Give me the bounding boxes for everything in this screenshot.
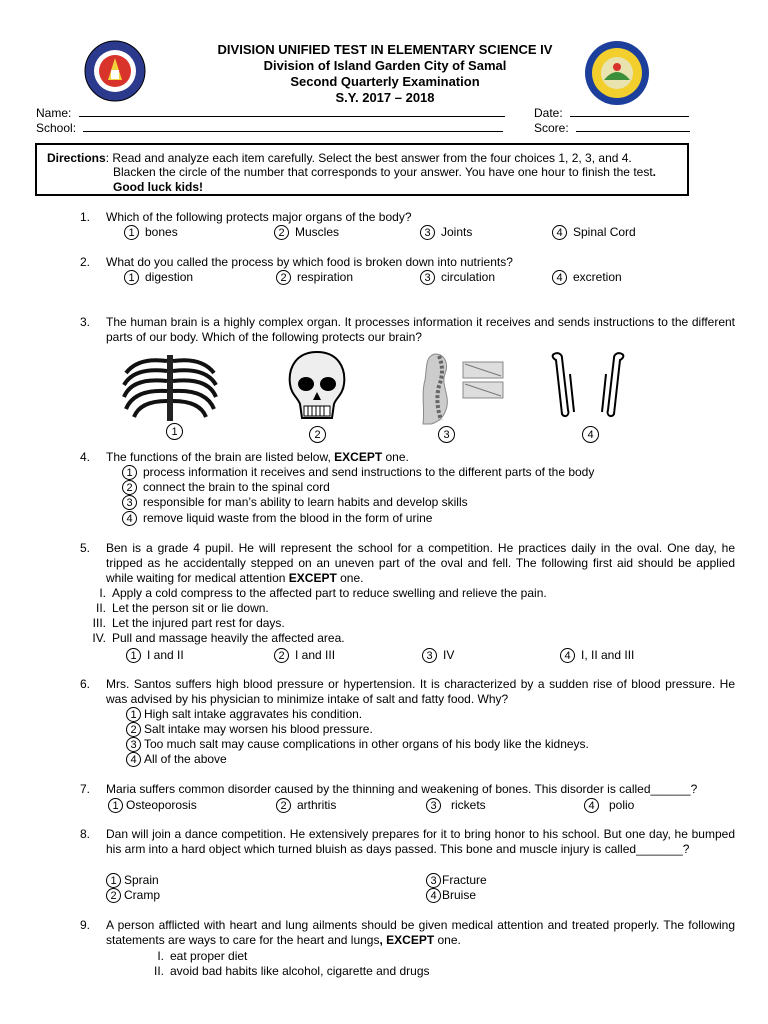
question-9-text: A person afflicted with heart and lung ailments should be given medical attention and treated properly. The following statements are ways to care for the heart and lungs, EXCEPT one. [106,918,735,947]
score-field-row[interactable] [534,120,690,135]
score-line[interactable] [576,120,690,132]
bubble-4[interactable]: 4 [426,888,441,903]
question-5-text: Ben is a grade 4 pupil. He will represent the school for a competition. He practices daily in the oval. One day, he tripped as he accidentally stepped on an uneven part of the oval and fell. The following first aid should be applied while waiting for medical attention EXCEPT one. [106,541,735,585]
bubble-4[interactable]: 4 [582,426,599,443]
q1-option-1[interactable]: 1 bones [124,225,178,240]
q5-statement-4: IV. Pull and massage heavily the affected area. [92,631,345,645]
q8-option-2[interactable]: 2 Cramp [106,888,160,903]
q1-option-4[interactable]: 4 Spinal Cord [552,225,636,240]
bubble-3[interactable]: 3 [420,225,435,240]
bubble-2[interactable]: 2 [122,480,137,495]
question-2-text: What do you called the process by which food is broken down into nutrients? [106,255,513,269]
q2-option-1[interactable]: 1 digestion [124,270,193,285]
bubble-4[interactable]: 4 [122,511,137,526]
bubble-3[interactable]: 3 [422,648,437,663]
directions-text-1: : Read and analyze each item carefully. Select the best answer from the four choices 1, 2, 3, and 4. [105,151,632,165]
q5-option-1[interactable]: 1 I and II [126,648,184,663]
q6-option-3[interactable]: 3 Too much salt may cause complications in other organs of his body like the kidneys. [126,737,589,752]
q4-option-3[interactable]: 3 responsible for man’s ability to learn habits and develop skills [122,495,468,510]
q2-option-3[interactable]: 3 circulation [420,270,495,285]
bubble-1[interactable]: 1 [166,423,183,440]
bubble-1[interactable]: 1 [124,225,139,240]
score-label: Score: [534,121,569,135]
leg-bones-image [548,350,628,420]
question-8: 8. Dan will join a dance competition. He extensively prepares for it to bring honor to his school. But one day, he bumped his arm into a hard object which turned bluish as days passed. This bone and muscle injury is called_______? [80,827,735,856]
question-7-text: Maria suffers common disorder caused by the thinning and weakening of bones. This disorder is called______? [106,782,698,796]
question-3-text: The human brain is a highly complex organ. It processes information it receives and sends instructions to the different parts of our body. Which of the following protects our brain? [106,315,735,344]
bubble-3[interactable]: 3 [438,426,455,443]
q5-option-3[interactable]: 3 IV [422,648,454,663]
bubble-4[interactable]: 4 [584,798,599,813]
q7-option-2[interactable]: 2 arthritis [276,798,336,813]
q7-option-1[interactable]: 1 Osteoporosis [108,798,197,813]
q5-statement-3: III. Let the injured part rest for days. [92,616,285,630]
bubble-2[interactable]: 2 [276,270,291,285]
q3-option-2[interactable] [309,426,332,443]
question-2: 2. What do you called the process by which food is broken down into nutrients? [80,255,735,270]
question-5: 5. Ben is a grade 4 pupil. He will represent the school for a competition. He practices daily in the oval. One day, he tripped as he accidentally stepped on an uneven part of the oval and fell. The following first aid should be applied while waiting for medical attention EXCEPT one. [80,541,735,585]
question-8-text: Dan will join a dance competition. He extensively prepares for it to bring honor to his school. But one day, he bumped his arm into a hard object which turned bluish as days passed. This bone and muscle injury is called_______? [106,827,735,856]
question-4-text: The functions of the brain are listed below, EXCEPT one. [106,450,409,464]
bubble-2[interactable]: 2 [309,426,326,443]
question-1: 1. Which of the following protects major organs of the body? [80,210,735,225]
directions-text-2: Blacken the circle of the number that corresponds to your answer. You have one hour to finish the test [113,165,653,179]
q9-statement-1: I. eat proper diet [157,949,248,963]
bubble-2[interactable]: 2 [106,888,121,903]
bubble-2[interactable]: 2 [274,648,289,663]
question-9: 9. A person afflicted with heart and lung ailments should be given medical attention and treated properly. The following statements are ways to care for the heart and lungs, EXCEPT one. [80,918,735,947]
school-label: School: [36,121,77,135]
q1-option-3[interactable]: 3 Joints [420,225,472,240]
question-7: 7. Maria suffers common disorder caused by the thinning and weakening of bones. This disorder is called______? [80,782,735,797]
school-year: S.Y. 2017 – 2018 [335,90,435,105]
q5-option-4[interactable]: 4 I, II and III [560,648,634,663]
date-label: Date: [534,106,563,120]
q3-option-3[interactable] [438,426,461,443]
q4-option-1[interactable]: 1 process information it receives and send instructions to the different parts of the body [122,465,594,480]
deped-seal-logo [84,40,146,102]
q5-statement-1: I. Apply a cold compress to the affected part to reduce swelling and relieve the pain. [99,586,547,600]
q6-option-2[interactable]: 2 Salt intake may worsen his blood pressure. [126,722,373,737]
division-name: Division of Island Garden City of Samal [263,58,507,73]
directions-label: Directions [47,151,106,165]
date-line[interactable] [570,105,689,117]
q2-option-4[interactable]: 4 excretion [552,270,622,285]
q4-option-4[interactable]: 4 remove liquid waste from the blood in the form of urine [122,511,432,526]
name-field-row[interactable] [36,105,505,120]
q5-option-2[interactable]: 2 I and III [274,648,335,663]
q8-option-1[interactable]: 1 Sprain [106,873,159,888]
q3-option-4[interactable] [582,426,605,443]
directions-box: Directions: Read and analyze each item carefully. Select the best answer from the four choices 1, 2, 3, and 4. Blacken the circle of the number that corresponds to your answer. You have one hour to finish the test. Good luck kids! [35,143,689,196]
bubble-3[interactable]: 3 [426,873,441,888]
bubble-1[interactable]: 1 [126,648,141,663]
ribcage-image [118,353,222,423]
exam-name: Second Quarterly Examination [290,74,480,89]
bubble-1[interactable]: 1 [126,707,141,722]
q8-option-3[interactable]: 3 Fracture [426,873,487,888]
bubble-4[interactable]: 4 [552,225,567,240]
question-4: 4. The functions of the brain are listed below, EXCEPT one. [80,450,735,465]
q7-option-4[interactable]: 4 polio [584,798,634,813]
q5-statement-2: II. Let the person sit or lie down. [95,601,269,615]
bubble-1[interactable]: 1 [122,465,137,480]
question-1-text: Which of the following protects major organs of the body? [106,210,412,224]
bubble-3[interactable]: 3 [126,737,141,752]
school-field-row[interactable] [36,120,503,135]
q8-option-4[interactable]: 4 Bruise [426,888,476,903]
q6-option-4[interactable]: 4 All of the above [126,752,227,767]
question-6: 6. Mrs. Santos suffers high blood pressure or hypertension. It is characterized by a sudden rise of blood pressure. He was advised by his physician to minimize intake of salt and fatty food. Why? [80,677,735,706]
bubble-1[interactable]: 1 [124,270,139,285]
q3-option-1[interactable] [166,423,189,440]
skull-image [284,350,350,424]
test-title: DIVISION UNIFIED TEST IN ELEMENTARY SCIENCE IV [217,42,553,57]
q4-option-2[interactable]: 2 connect the brain to the spinal cord [122,480,330,495]
q6-option-1[interactable]: 1 High salt intake aggravates his condition. [126,707,362,722]
bubble-1[interactable]: 1 [106,873,121,888]
bubble-4[interactable]: 4 [552,270,567,285]
bubble-3[interactable]: 3 [420,270,435,285]
question-3: 3. The human brain is a highly complex organ. It processes information it receives and sends instructions to the different parts of our body. Which of the following protects our brain? [80,315,735,344]
bubble-4[interactable]: 4 [126,752,141,767]
bubble-2[interactable]: 2 [274,225,289,240]
q1-option-2[interactable]: 2 Muscles [274,225,339,240]
bubble-1[interactable]: 1 [108,798,123,813]
bubble-2[interactable]: 2 [276,798,291,813]
name-label: Name: [36,106,72,120]
date-field-row[interactable] [534,105,689,120]
bubble-3[interactable]: 3 [122,495,137,510]
school-line[interactable] [83,120,503,132]
good-luck-text: Good luck kids! [113,180,204,194]
bubble-4[interactable]: 4 [560,648,575,663]
bubble-3[interactable]: 3 [426,798,441,813]
q2-option-2[interactable]: 2 respiration [276,270,353,285]
spine-image [415,350,505,425]
name-line[interactable] [79,105,505,117]
q9-statement-2: II. avoid bad habits like alcohol, cigarette and drugs [153,964,430,978]
q7-option-3[interactable]: 3 rickets [426,798,486,813]
bubble-2[interactable]: 2 [126,722,141,737]
question-6-text: Mrs. Santos suffers high blood pressure or hypertension. It is characterized by a sudden rise of blood pressure. He was advised by his physician to minimize intake of salt and fatty food. Why? [106,677,735,706]
